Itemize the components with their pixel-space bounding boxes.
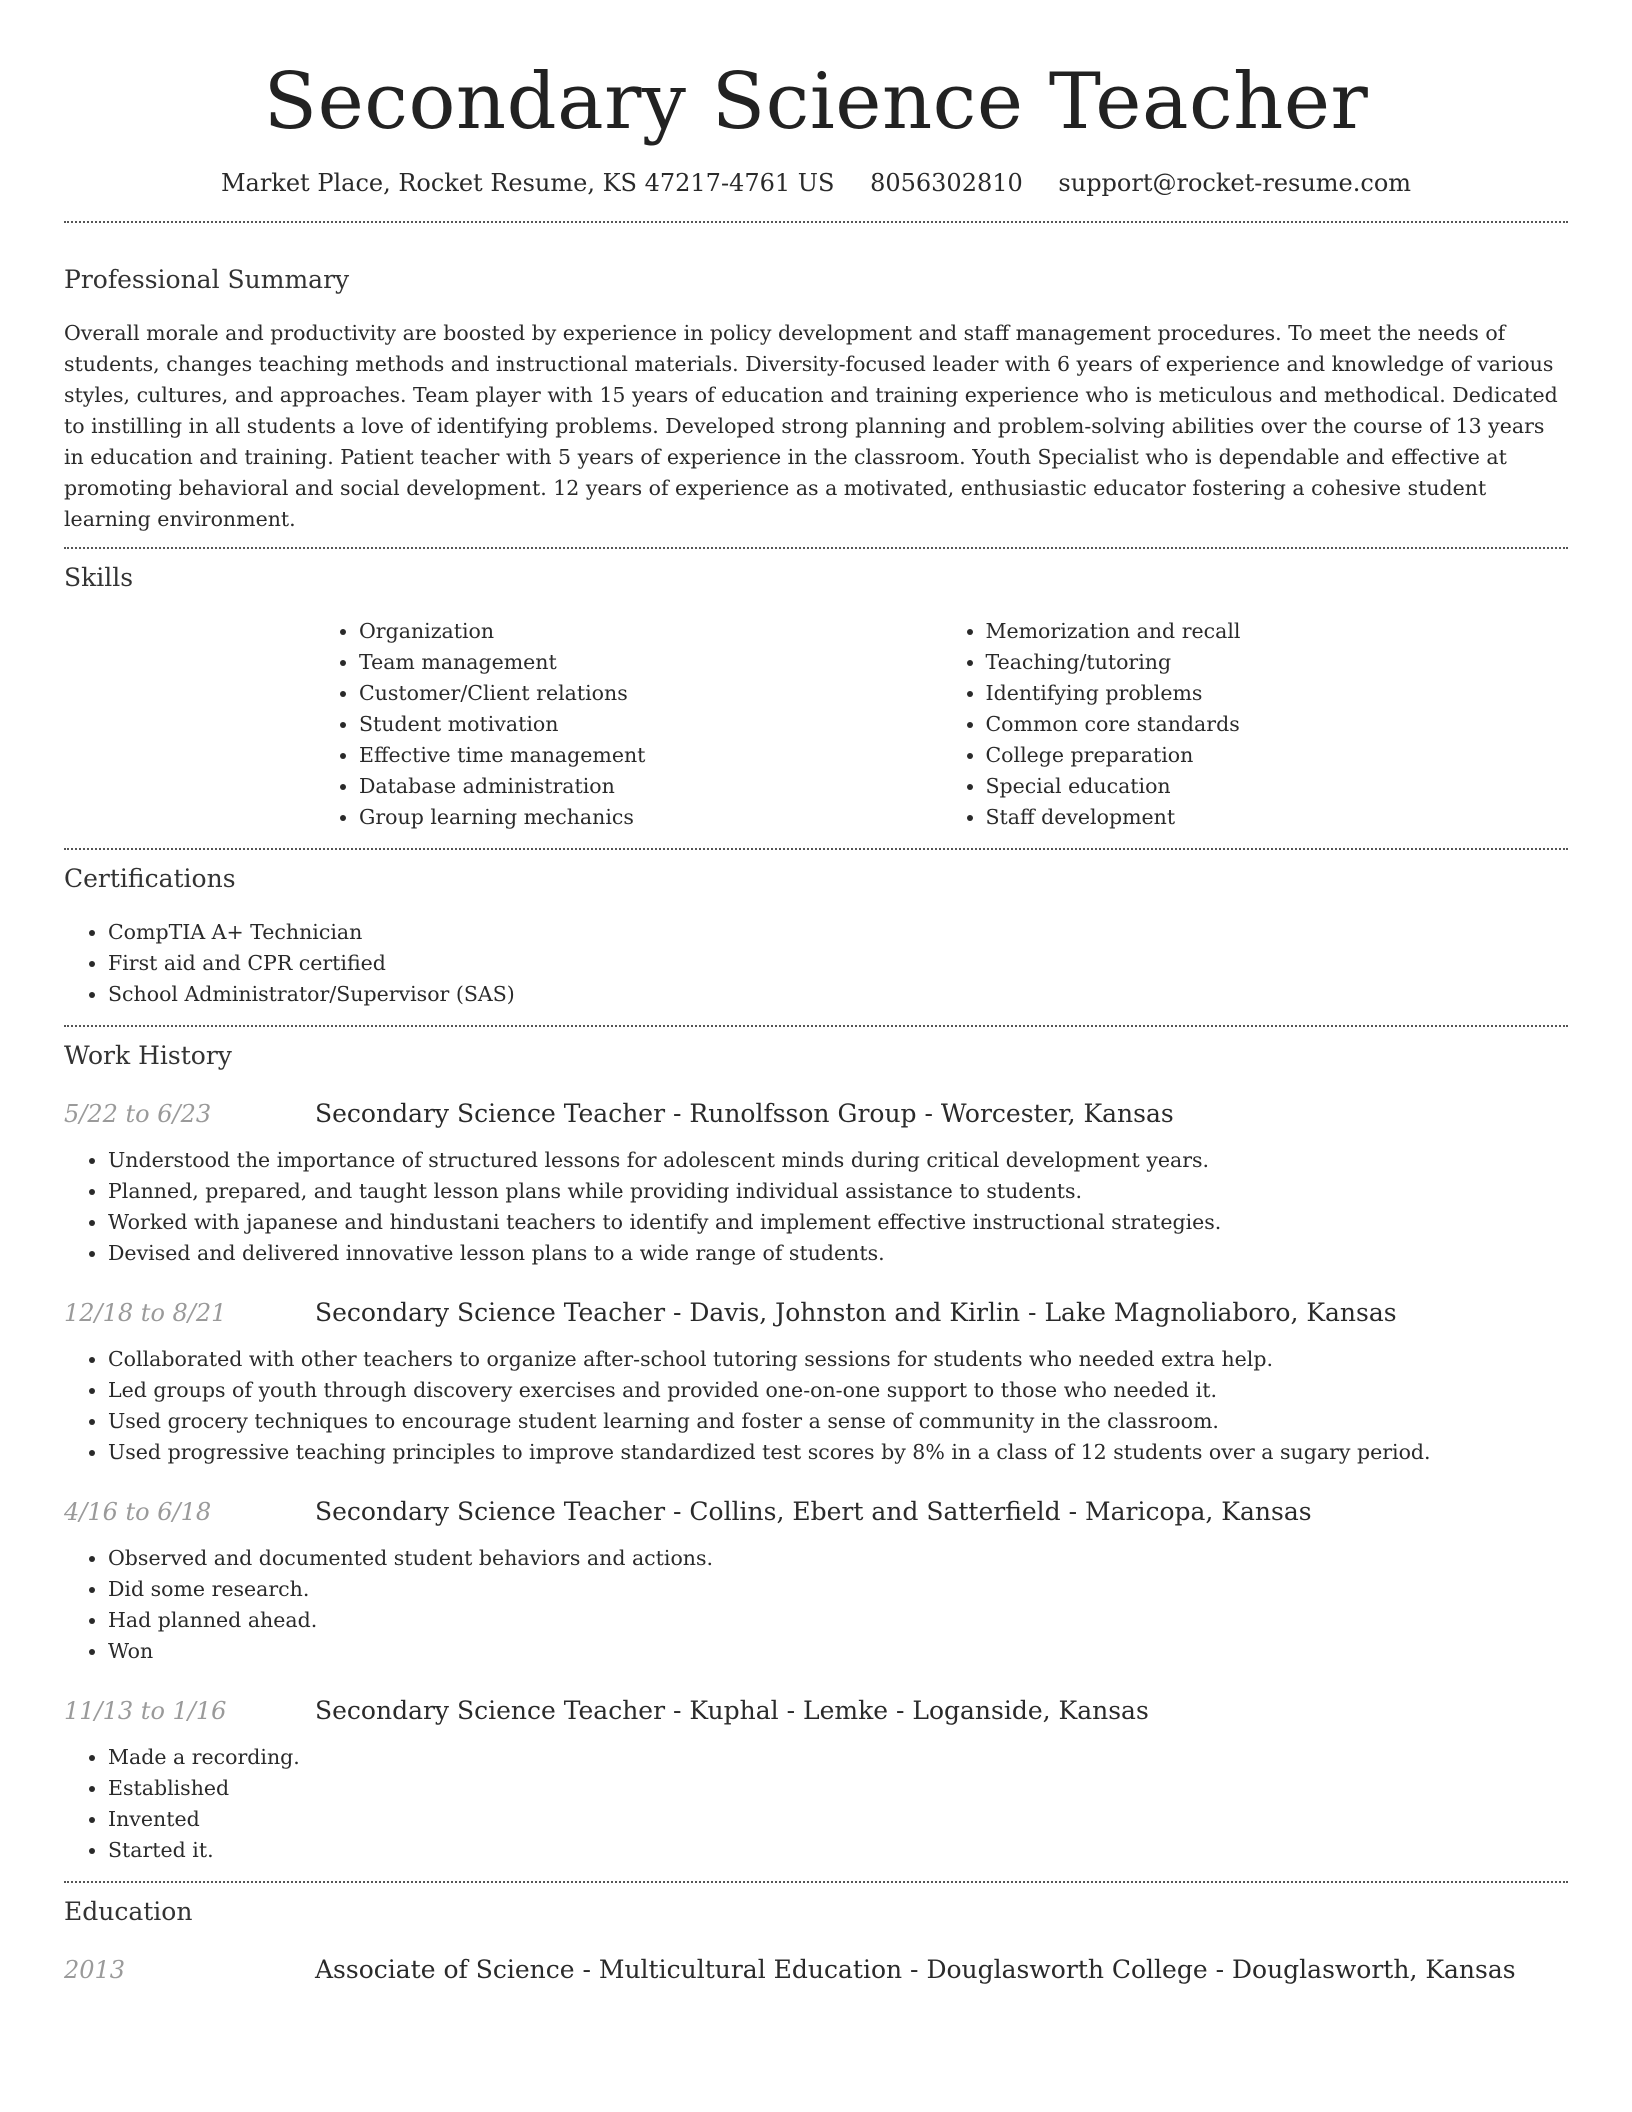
job-bullet: • Collaborated with other teachers to organize after-school tutoring sessions for students who needed extra help.	[108, 1344, 1568, 1375]
job-header	[64, 1495, 1568, 1529]
skill-item: • Database administration	[359, 771, 942, 802]
job-title: Secondary Science Teacher - Collins, Ebert and Satterfield - Maricopa, Kansas	[315, 1497, 1312, 1526]
job-bullet: • Had planned ahead.	[108, 1605, 1568, 1636]
job-bullet: • Worked with japanese and hindustani teachers to identify and implement effective instructional strategies.	[108, 1207, 1568, 1238]
job-header	[64, 1694, 1568, 1728]
certifications-divider	[64, 1025, 1568, 1027]
skill-item: • Student motivation	[359, 709, 942, 740]
contact-line	[64, 166, 1568, 200]
job-bullets	[64, 1145, 1568, 1269]
skill-item: • Customer/Client relations	[359, 678, 942, 709]
skills-list-right	[942, 616, 1569, 833]
job-header	[64, 1097, 1568, 1131]
contact-phone: 8056302810	[870, 169, 1023, 197]
certifications-list	[64, 917, 1568, 1010]
job-bullet: • Observed and documented student behaviors and actions.	[108, 1543, 1568, 1574]
job-bullet: • Made a recording.	[108, 1742, 1568, 1773]
skill-item: • Identifying problems	[986, 678, 1569, 709]
summary-text: Overall morale and productivity are boosted by experience in policy development and staff management procedures. To meet the needs of students, changes teaching methods and instructional materials. Diversity-focused leader with 6 years of experience and knowledge of various styles, cultures, and approaches. Team player with 15 years of education and training experience who is meticulous and methodical. Dedicated to instilling in all students a love of identifying problems. Developed strong planning and problem-solving abilities over the course of 13 years in education and training. Patient teacher with 5 years of experience in the classroom. Youth Specialist who is dependable and effective at promoting behavioral and social development. 12 years of experience as a motivated, enthusiastic educator fostering a cohesive student learning environment.	[64, 321, 1558, 531]
job-title: Secondary Science Teacher - Kuphal - Lemke - Loganside, Kansas	[315, 1696, 1149, 1725]
job-bullet: • Invented	[108, 1804, 1568, 1835]
summary-heading: Professional Summary	[64, 265, 350, 294]
education-section	[64, 1895, 1568, 1987]
job-entry	[64, 1296, 1568, 1468]
education-entry	[64, 1953, 1568, 1987]
skill-item: • Team management	[359, 647, 942, 678]
job-dates: 11/13 to 1/16	[64, 1697, 227, 1725]
skills-grid	[315, 616, 1568, 833]
job-bullet: • Planned, prepared, and taught lesson plans while providing individual assistance to students.	[108, 1176, 1568, 1207]
work-divider	[64, 1881, 1568, 1883]
skills-section	[64, 561, 1568, 833]
certifications-section	[64, 862, 1568, 1010]
skill-item: • Teaching/tutoring	[986, 647, 1569, 678]
job-bullet: • Used progressive teaching principles to improve standardized test scores by 8% in a class of 12 students over a sugary period.	[108, 1437, 1568, 1468]
job-title: Secondary Science Teacher - Davis, Johnston and Kirlin - Lake Magnoliaboro, Kansas	[315, 1298, 1397, 1327]
summary-section	[64, 263, 1568, 535]
resume-page	[64, 0, 1568, 1987]
skill-item: • Effective time management	[359, 740, 942, 771]
work-section	[64, 1039, 1568, 1866]
job-bullets	[64, 1344, 1568, 1468]
header-divider	[64, 221, 1568, 223]
skill-item: • College preparation	[986, 740, 1569, 771]
contact-address: Market Place, Rocket Resume, KS 47217-4761 US	[220, 169, 835, 197]
job-bullet: • Devised and delivered innovative lesson plans to a wide range of students.	[108, 1238, 1568, 1269]
job-bullet: • Established	[108, 1773, 1568, 1804]
skill-item: • Memorization and recall	[986, 616, 1569, 647]
job-header	[64, 1296, 1568, 1330]
work-heading: Work History	[64, 1041, 232, 1070]
education-heading: Education	[64, 1897, 193, 1926]
job-bullet: • Won	[108, 1636, 1568, 1667]
summary-divider	[64, 547, 1568, 549]
certification-item: • CompTIA A+ Technician	[108, 917, 1568, 948]
job-bullet: • Used grocery techniques to encourage student learning and foster a sense of community in the classroom.	[108, 1406, 1568, 1437]
skills-divider	[64, 848, 1568, 850]
skill-item: • Organization	[359, 616, 942, 647]
job-title: Secondary Science Teacher - Runolfsson Group - Worcester, Kansas	[315, 1099, 1174, 1128]
skill-item: • Staff development	[986, 802, 1569, 833]
certification-item: • School Administrator/Supervisor (SAS)	[108, 979, 1568, 1010]
job-entry	[64, 1694, 1568, 1866]
job-bullet: • Did some research.	[108, 1574, 1568, 1605]
job-dates: 12/18 to 8/21	[64, 1299, 227, 1327]
job-bullet: • Started it.	[108, 1835, 1568, 1866]
certification-item: • First aid and CPR certified	[108, 948, 1568, 979]
job-dates: 5/22 to 6/23	[64, 1100, 212, 1128]
skill-item: • Group learning mechanics	[359, 802, 942, 833]
job-entry	[64, 1495, 1568, 1667]
job-bullet: • Led groups of youth through discovery exercises and provided one-on-one support to those who needed it.	[108, 1375, 1568, 1406]
certifications-heading: Certifications	[64, 864, 236, 893]
job-bullet: • Understood the importance of structured lessons for adolescent minds during critical development years.	[108, 1145, 1568, 1176]
contact-email: support@rocket-resume.com	[1058, 169, 1412, 197]
resume-title: Secondary Science Teacher	[263, 57, 1369, 147]
skills-list-left	[315, 616, 942, 833]
education-year: 2013	[64, 1956, 126, 1984]
skill-item: • Special education	[986, 771, 1569, 802]
job-entry	[64, 1097, 1568, 1269]
job-bullets	[64, 1742, 1568, 1866]
skill-item: • Common core standards	[986, 709, 1569, 740]
job-dates: 4/16 to 6/18	[64, 1498, 212, 1526]
skills-heading: Skills	[64, 563, 134, 592]
job-bullets	[64, 1543, 1568, 1667]
education-degree: Associate of Science - Multicultural Education - Douglasworth College - Douglasworth, Kansas	[315, 1955, 1516, 1984]
